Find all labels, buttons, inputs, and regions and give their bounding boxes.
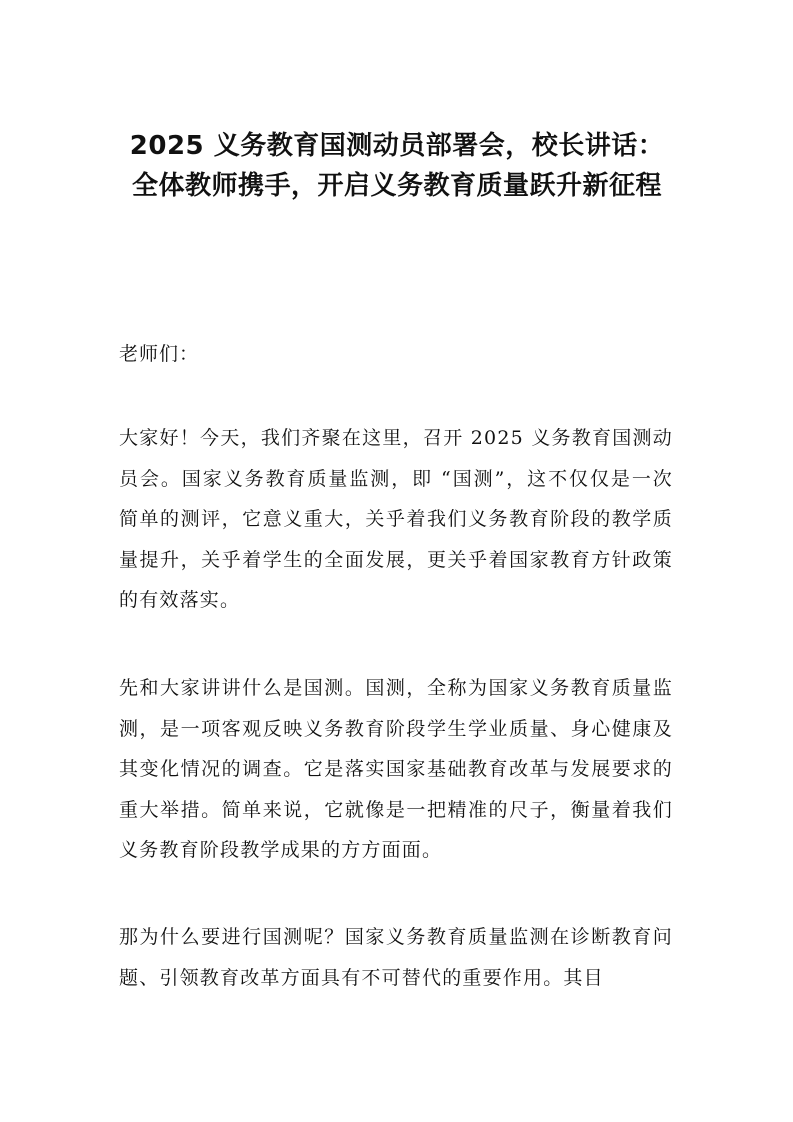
paragraph-2: 先和大家讲讲什么是国测。国测，全称为国家义务教育质量监测，是一项客观反映义务教育阶段学生学业质量、身心健康及其变化情况的调查。它是落实国家基础教育改革与发展要求的重大举措。简单来说，它就像是一把精准的尺子，衡量着我们义务教育阶段教学成果的方方面面。	[119, 677, 673, 861]
paragraph-1: 大家好！今天，我们齐聚在这里，召开 2025 义务教育国测动员会。国家义务教育质量监测，即 “国测”，这不仅仅是一次简单的测评，它意义重大，关乎着我们义务教育阶段的教学质量提升，关乎着学生的全面发展，更关乎着国家教育方针政策的有效落实。	[119, 427, 673, 611]
paragraph-3: 那为什么要进行国测呢？国家义务教育质量监测在诊断教育问题、引领教育改革方面具有不可替代的重要作用。其目	[119, 926, 673, 989]
greeting: 老师们：	[119, 343, 200, 365]
document-title: 2025 义务教育国测动员部署会，校长讲话：全体教师携手，开启义务教育质量跃升新征程	[129, 131, 665, 201]
